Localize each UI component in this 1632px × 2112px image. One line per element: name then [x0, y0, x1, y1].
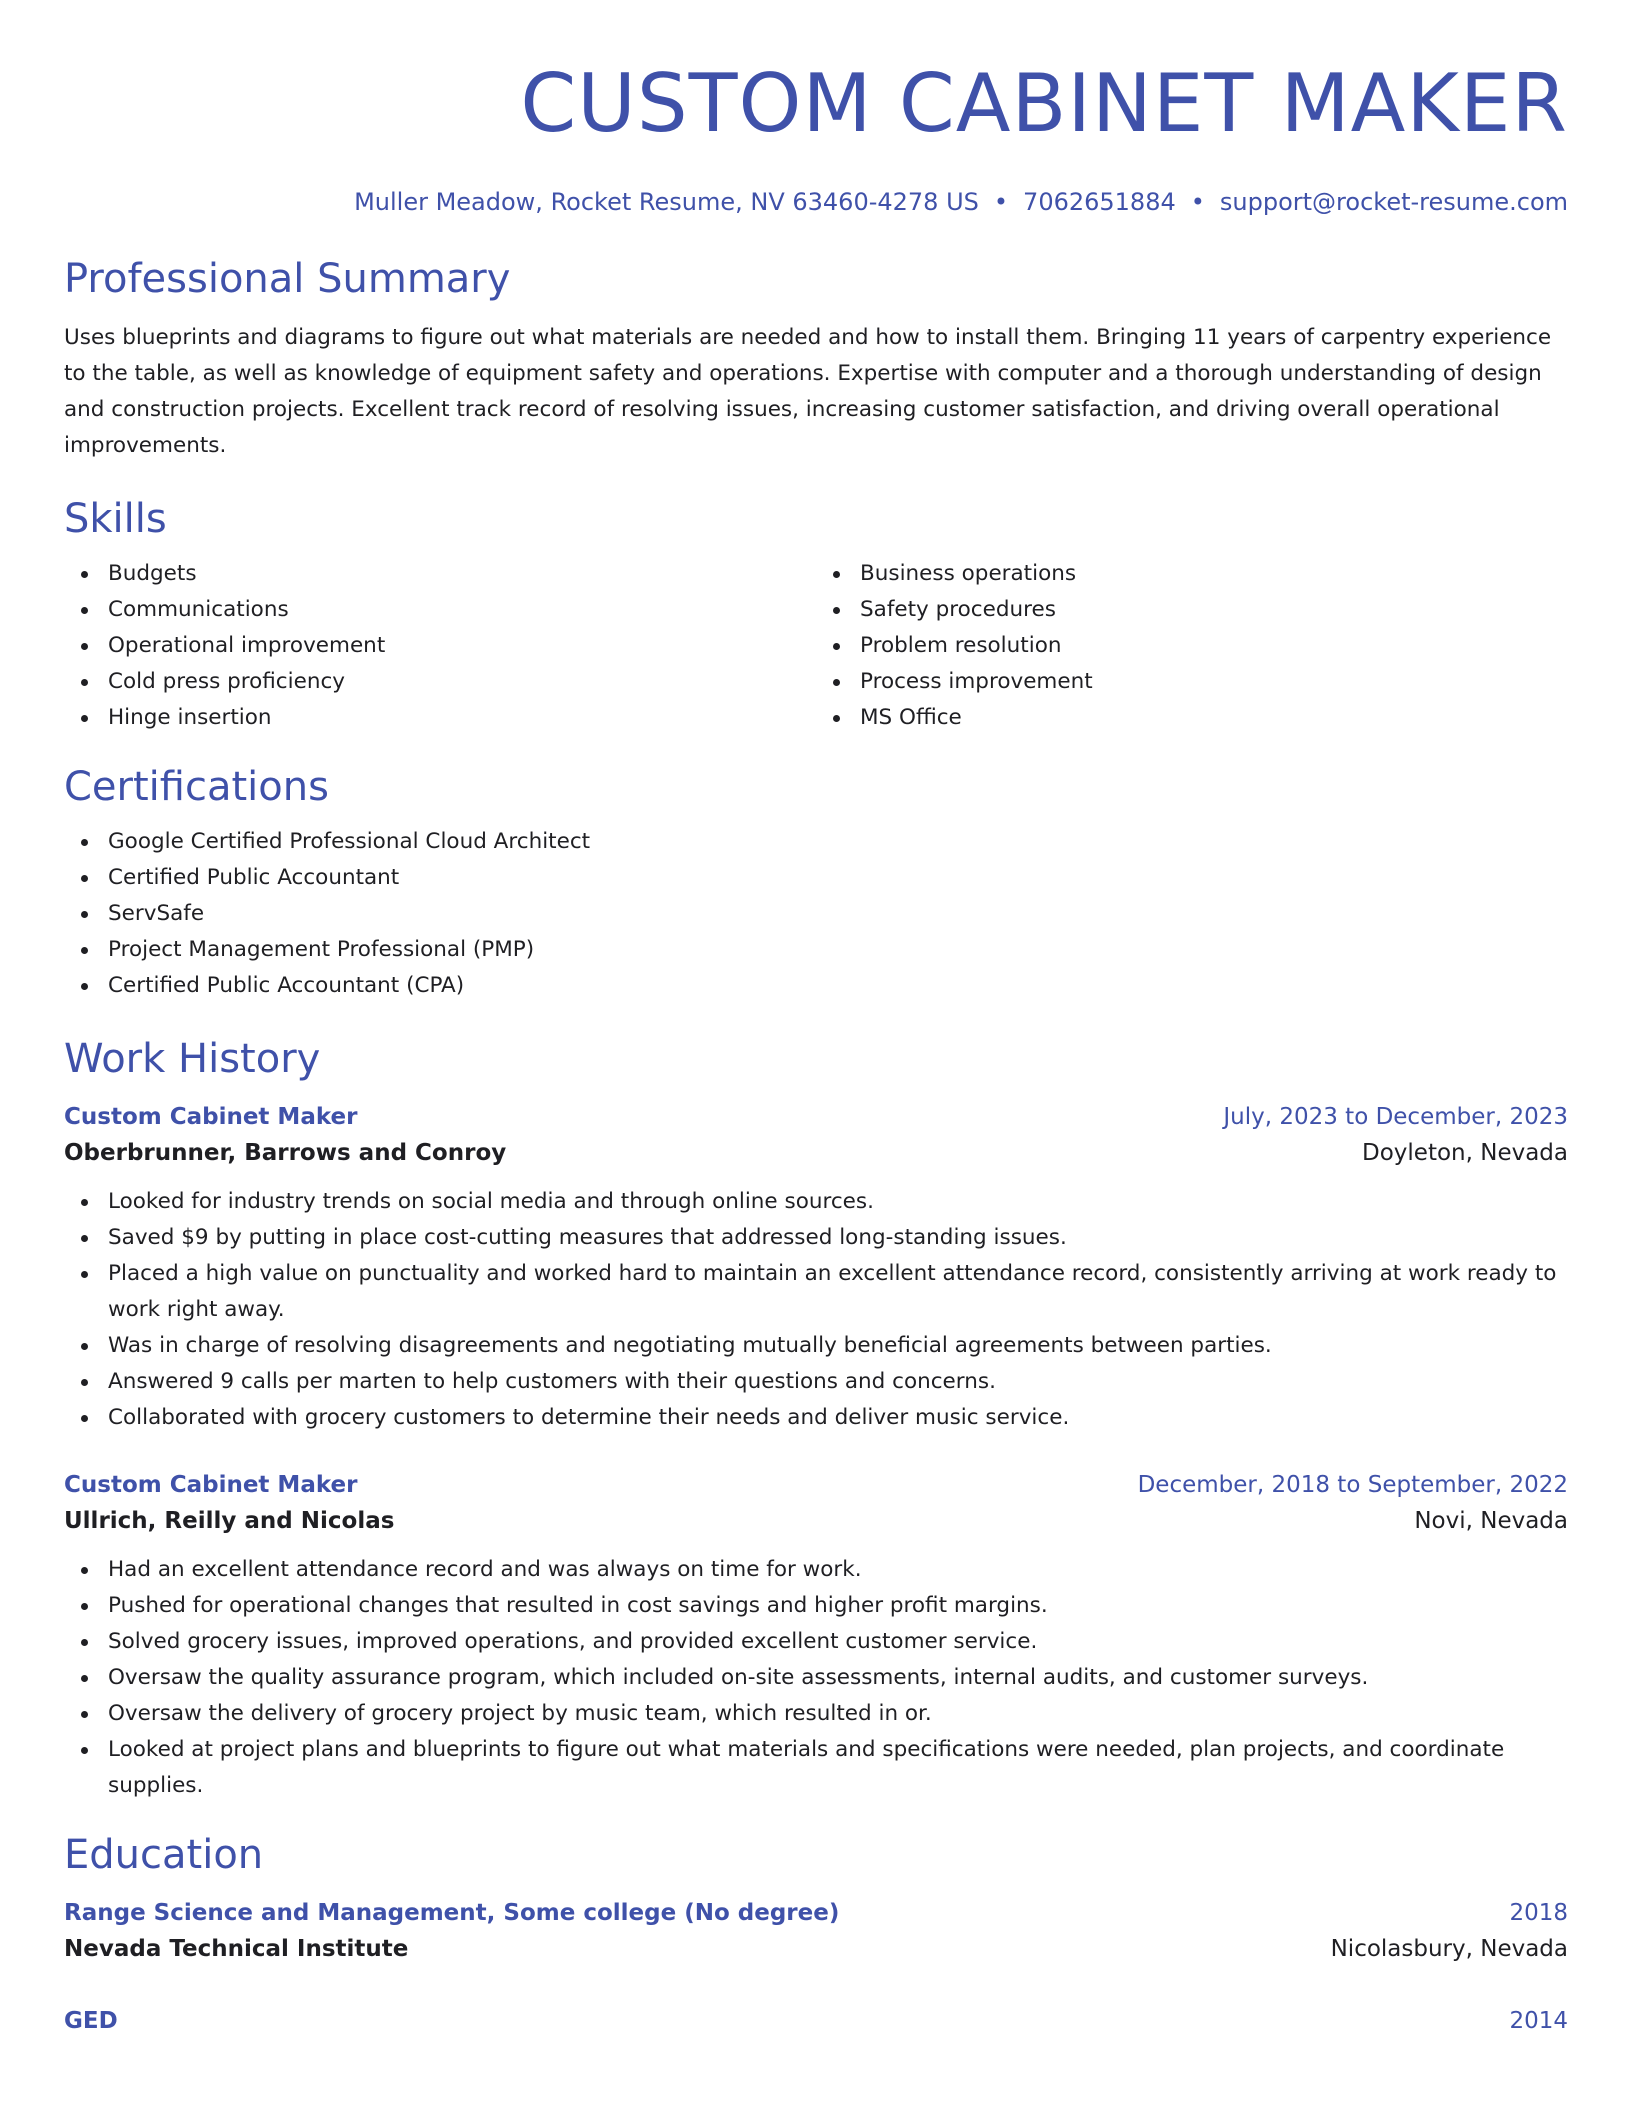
skill-item: Safety procedures [860, 592, 1568, 628]
certification-item: Google Certified Professional Cloud Architect [108, 824, 1568, 860]
job-bullet: Solved grocery issues, improved operations, and provided excellent customer service. [108, 1624, 1568, 1660]
skill-item: Cold press proficiency [108, 664, 816, 700]
job-location: Doyleton, Nevada [1362, 1140, 1568, 1166]
education-year: 2018 [1509, 1900, 1568, 1926]
skills-section [64, 494, 1568, 736]
education-header-row [64, 2004, 1568, 2038]
certification-item: ServSafe [108, 896, 1568, 932]
contact-email[interactable]: support@rocket-resume.com [1219, 188, 1568, 216]
certification-item: Project Management Professional (PMP) [108, 932, 1568, 968]
job-bullet: Saved $9 by putting in place cost-cutting measures that addressed long-standing issues. [108, 1220, 1568, 1256]
job-company-row [64, 1502, 1568, 1540]
education-school-row [64, 1930, 1568, 1968]
job-entry [64, 1468, 1568, 1804]
skill-item: Hinge insertion [108, 700, 816, 736]
job-company: Ullrich, Reilly and Nicolas [64, 1508, 395, 1534]
job-dates: December, 2018 to September, 2022 [1137, 1472, 1568, 1498]
education-heading: Education [64, 1832, 264, 1878]
job-bullet: Placed a high value on punctuality and worked hard to maintain an excellent attendance record, consistently arriving at work ready to work right away. [108, 1256, 1568, 1328]
skill-item: Budgets [108, 556, 816, 592]
job-header-row [64, 1468, 1568, 1502]
job-bullets [64, 1184, 1568, 1436]
education-section [64, 1830, 1568, 2038]
job-bullet: Oversaw the delivery of grocery project by music team, which resulted in or. [108, 1696, 1568, 1732]
skills-list-right [816, 556, 1568, 736]
skill-item: Communications [108, 592, 816, 628]
education-degree: GED [64, 2008, 118, 2034]
certifications-list [64, 824, 1568, 1004]
job-entry [64, 1100, 1568, 1436]
education-school: Nevada Technical Institute [64, 1936, 409, 1962]
contact-separator: • [993, 188, 1009, 216]
contact-separator: • [1190, 188, 1205, 216]
education-degree: Range Science and Management, Some college (No degree) [64, 1900, 840, 1926]
work-history-section [64, 1034, 1568, 1804]
skills-grid [64, 556, 1568, 736]
education-entry [64, 1896, 1568, 1968]
skills-heading: Skills [64, 496, 167, 542]
job-title: Custom Cabinet Maker [64, 1104, 358, 1130]
job-company-row [64, 1134, 1568, 1172]
certifications-section [64, 762, 1568, 1004]
contact-phone: 7062651884 [1023, 188, 1176, 216]
job-bullet: Pushed for operational changes that resulted in cost savings and higher profit margins. [108, 1588, 1568, 1624]
skill-item: Problem resolution [860, 628, 1568, 664]
summary-text: Uses blueprints and diagrams to figure out what materials are needed and how to install them. Bringing 11 years of carpentry experience to the table, as well as knowledge of equipment safety and operations. Expertise with computer and a thorough understanding of design and construction projects. Excellent track record of resolving issues, increasing customer satisfaction, and driving overall operational improvements. [64, 325, 1552, 458]
job-company: Oberbrunner, Barrows and Conroy [64, 1140, 507, 1166]
job-header-row [64, 1100, 1568, 1134]
certification-item: Certified Public Accountant [108, 860, 1568, 896]
job-bullet: Oversaw the quality assurance program, which included on-site assessments, internal audits, and customer surveys. [108, 1660, 1568, 1696]
job-bullet: Answered 9 calls per marten to help customers with their questions and concerns. [108, 1364, 1568, 1400]
skill-item: Operational improvement [108, 628, 816, 664]
education-year: 2014 [1509, 2008, 1568, 2034]
summary-heading: Professional Summary [64, 256, 511, 302]
certifications-heading: Certifications [64, 764, 329, 810]
job-bullets [64, 1552, 1568, 1804]
education-header-row [64, 1896, 1568, 1930]
job-bullet: Looked at project plans and blueprints to figure out what materials and specifications were needed, plan projects, and coordinate supplies. [108, 1732, 1568, 1804]
job-bullet: Collaborated with grocery customers to determine their needs and deliver music service. [108, 1400, 1568, 1436]
work-history-heading: Work History [64, 1036, 321, 1082]
candidate-name: CUSTOM CABINET MAKER [520, 57, 1568, 150]
certification-item: Certified Public Accountant (CPA) [108, 968, 1568, 1004]
job-title: Custom Cabinet Maker [64, 1472, 358, 1498]
contact-line [64, 188, 1568, 216]
skill-item: Process improvement [860, 664, 1568, 700]
job-bullet: Was in charge of resolving disagreements and negotiating mutually beneficial agreements between parties. [108, 1328, 1568, 1364]
education-location: Nicolasbury, Nevada [1330, 1936, 1568, 1962]
summary-section [64, 254, 1568, 464]
education-entry [64, 2004, 1568, 2038]
job-dates: July, 2023 to December, 2023 [1223, 1104, 1568, 1130]
skills-list-left [64, 556, 816, 736]
job-location: Novi, Nevada [1414, 1508, 1568, 1534]
skill-item: Business operations [860, 556, 1568, 592]
job-bullet: Looked for industry trends on social media and through online sources. [108, 1184, 1568, 1220]
skill-item: MS Office [860, 700, 1568, 736]
contact-address: Muller Meadow, Rocket Resume, NV 63460-4278 US [354, 188, 979, 216]
job-bullet: Had an excellent attendance record and was always on time for work. [108, 1552, 1568, 1588]
